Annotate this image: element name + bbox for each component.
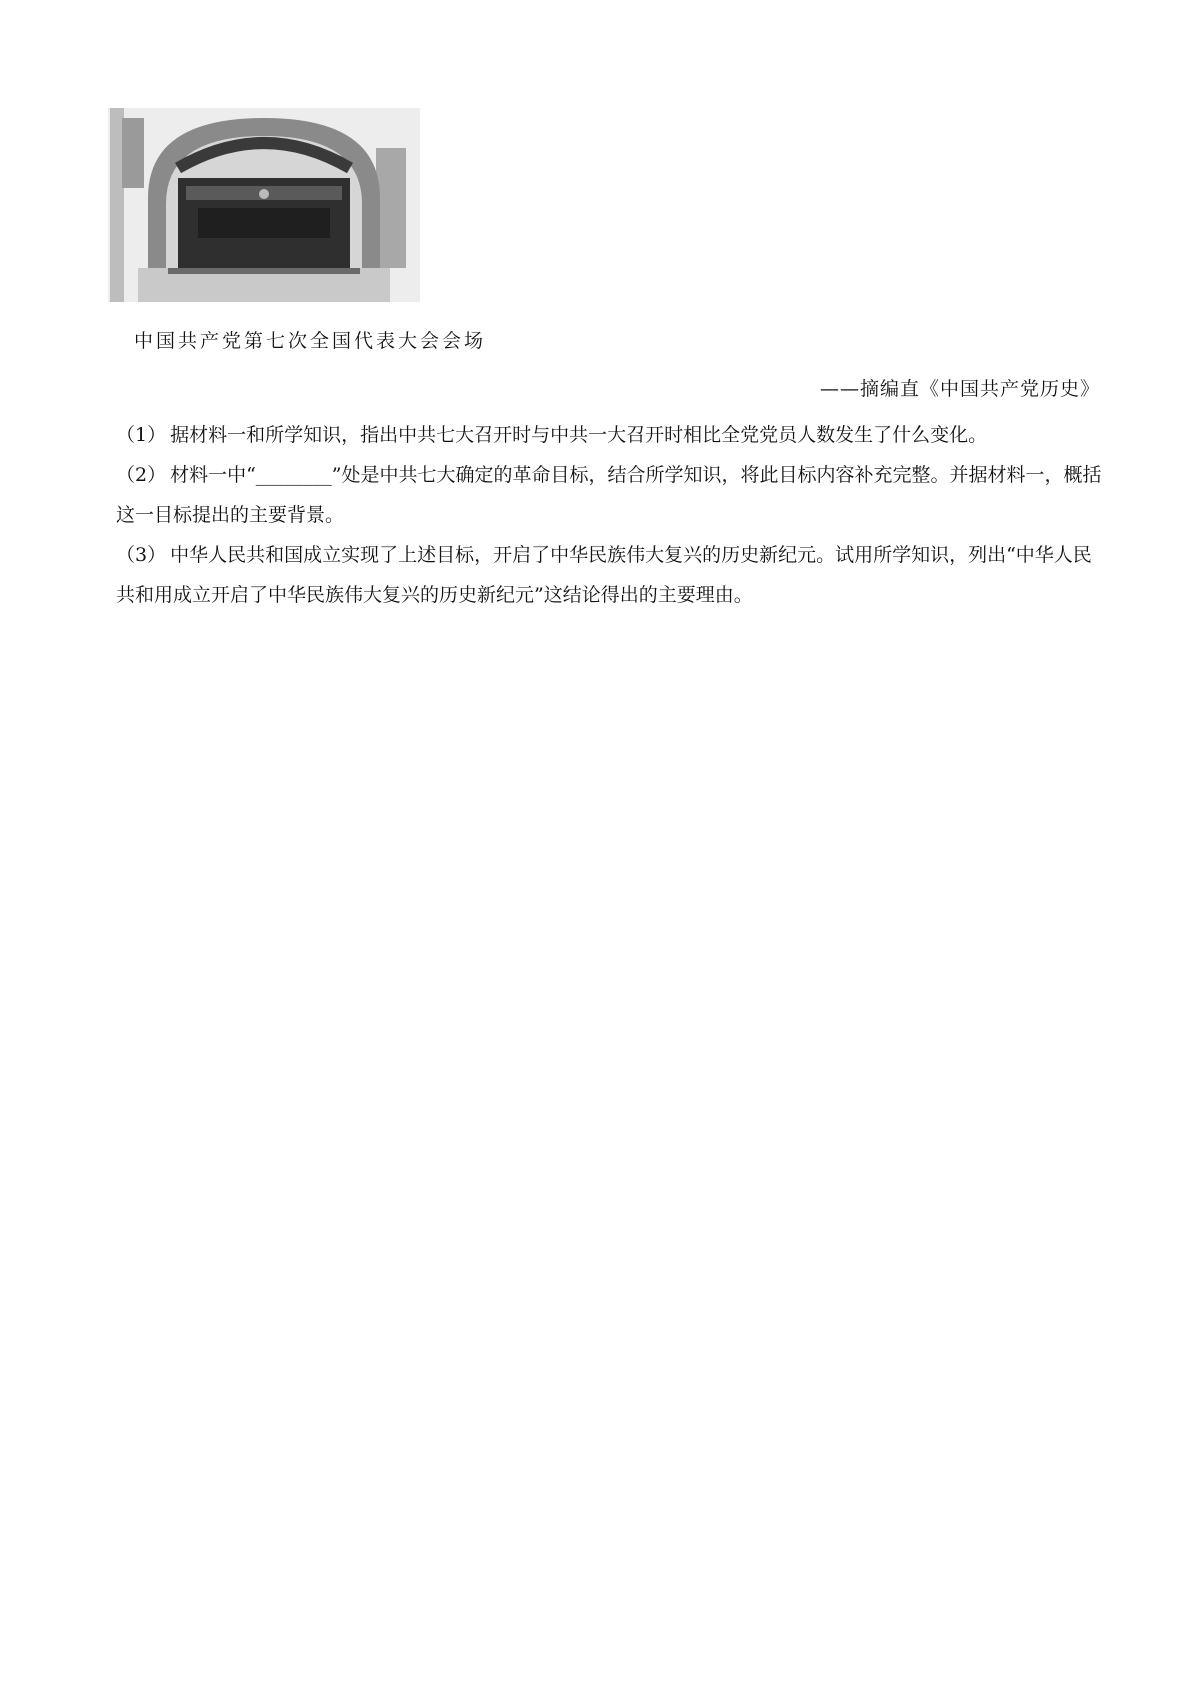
- question-text: 材料一中“________”处是中共七大确定的革命目标，结合所学知识，将此目标内容补充完整。并据材料一，概括这一目标提出的主要背景。: [116, 464, 1102, 526]
- question-number: （1）: [116, 424, 167, 446]
- question-item: [116, 455, 1106, 535]
- question-number: （3）: [116, 544, 167, 566]
- source-citation: ——摘编直《中国共产党历史》: [819, 378, 1100, 400]
- figure-caption: 中国共产党第七次全国代表大会会场: [134, 330, 487, 352]
- question-number: （2）: [116, 464, 167, 486]
- question-item: [116, 535, 1106, 615]
- question-list: [116, 415, 1106, 615]
- question-text: 据材料一和所学知识，指出中共七大召开时与中共一大召开时相比全党党员人数发生了什么变化。: [170, 424, 988, 446]
- question-text: 中华人民共和国成立实现了上述目标，开启了中华民族伟大复兴的历史新纪元。试用所学知识，列出“中华人民共和用成立开启了中华民族伟大复兴的历史新纪元”这结论得出的主要理由。: [116, 544, 1092, 606]
- congress-hall-photo: [108, 108, 420, 302]
- question-item: [116, 415, 1106, 455]
